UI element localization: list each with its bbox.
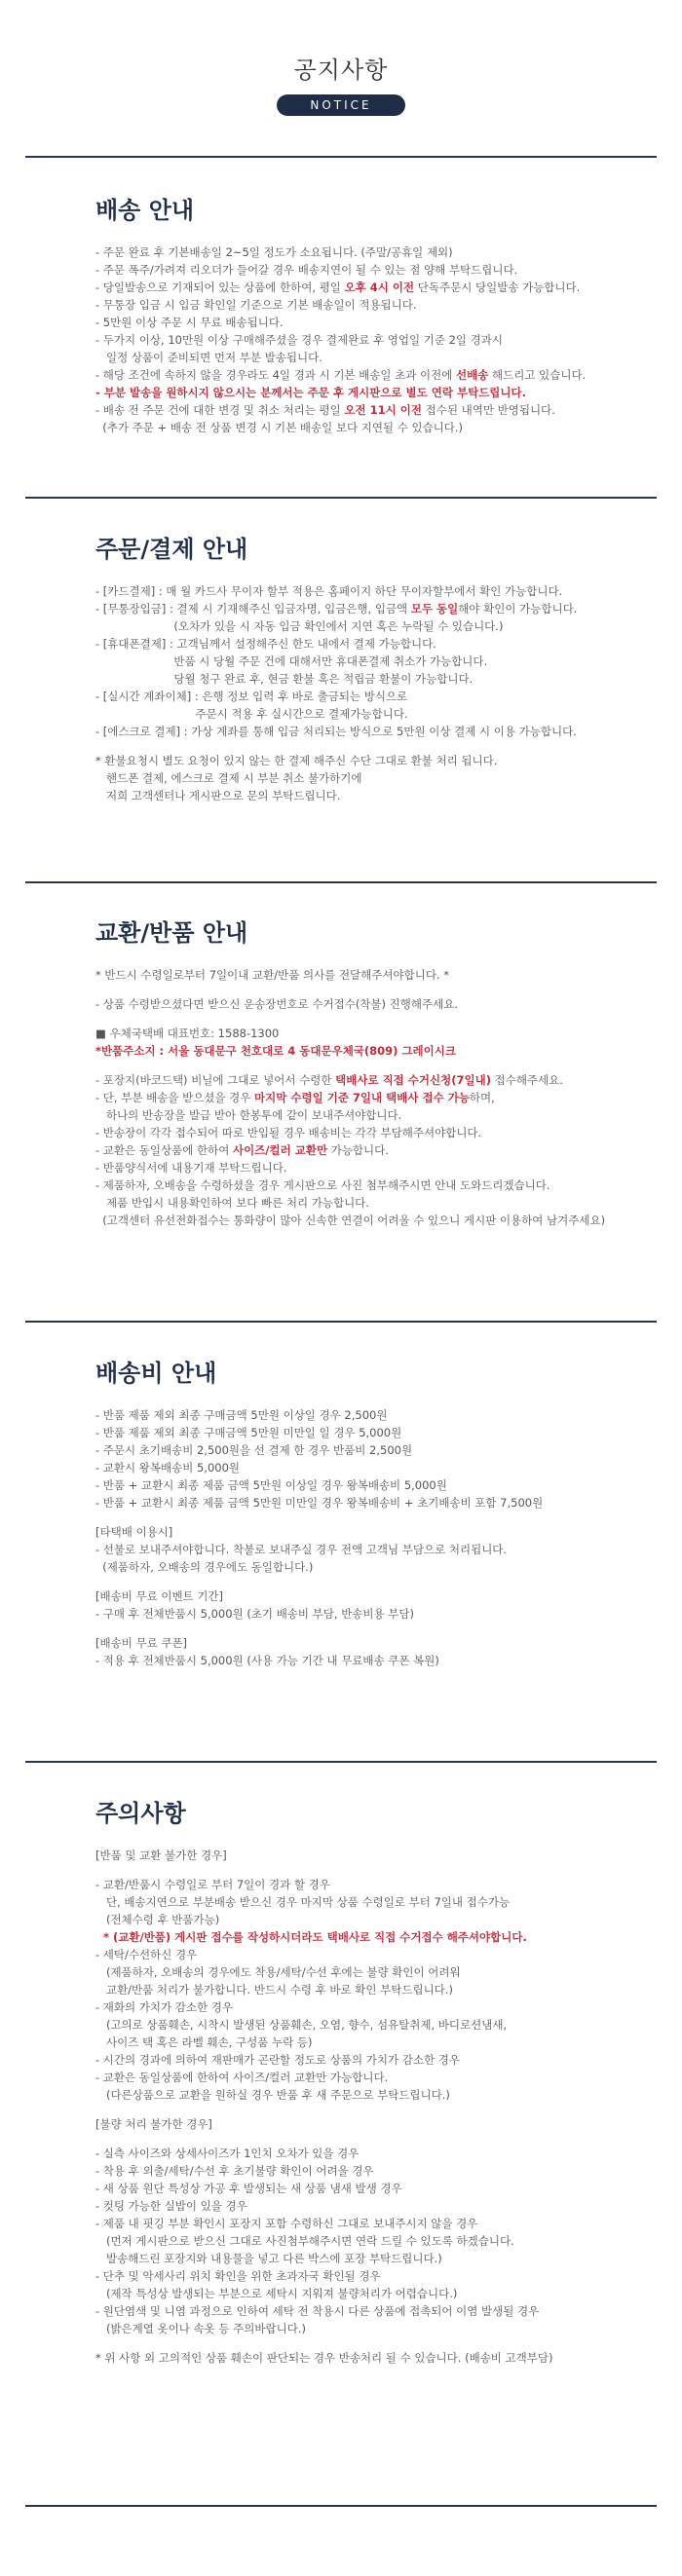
- body-line: [95, 995, 633, 1013]
- body-line: [95, 1089, 633, 1106]
- spacer: [95, 1576, 633, 1587]
- section-cautions: [25, 1798, 657, 2367]
- body-line: [95, 769, 633, 787]
- line-text: 접수된 내역만 반영됩니다.: [422, 403, 555, 417]
- body-line: [95, 2197, 633, 2215]
- notice-badge: NOTICE: [277, 94, 404, 116]
- line-text: - 두가지 이상, 10만원 이상 구매해주셨을 경우 결제완료 후 영업일 기준 2일 경과시: [95, 333, 503, 347]
- line-text: ■ 우체국택배 대표번호: 1588-1300: [95, 1027, 280, 1040]
- body-line: [95, 1194, 633, 1212]
- body-line: [95, 1998, 633, 2016]
- spacer: [95, 1512, 633, 1523]
- body-line: [95, 1025, 633, 1042]
- line-text: [배송비 무료 이벤트 기간]: [95, 1589, 224, 1603]
- body-line: [95, 1141, 633, 1159]
- line-text: - 반품 + 교환시 최종 제품 금액 5만원 미만일 경우 왕복배송비 + 초기배송비 포함 7,500원: [95, 1496, 544, 1510]
- line-text: (전체수령 후 반품가능): [95, 1913, 220, 1926]
- line-text: - 착용 후 외출/세탁/수선 후 초기불량 확인이 어려울 경우: [95, 2164, 374, 2178]
- body-line: [95, 1946, 633, 1963]
- line-text: (제품하자, 오배송의 경우에도 착용/세탁/수선 후에는 불량 확인이 어려워: [95, 1965, 461, 1979]
- highlight-text: 선배송: [456, 368, 489, 382]
- line-text: 하며,: [469, 1091, 495, 1104]
- body-line: [95, 1523, 633, 1541]
- line-text: (고의로 상품훼손, 시착시 발생된 상품훼손, 오염, 향수, 섬유탈취제, 바디로션냄새,: [95, 2018, 508, 2032]
- body-line: [95, 366, 633, 384]
- body-line: [95, 1042, 633, 1060]
- highlight-text: 오후 4시 이전: [344, 280, 415, 294]
- page-title: 공지사항: [293, 56, 389, 84]
- line-text: - 적용 후 전체반품시 5,000원 (사용 가능 기간 내 무료배송 쿠폰 복원): [95, 1654, 439, 1667]
- line-text: - 배송 전 주문 건에 대한 변경 및 취소 처리는 평일: [95, 403, 345, 417]
- section-divider: [25, 2505, 657, 2507]
- section-divider: [25, 1321, 657, 1323]
- line-text: - 5만원 이상 주문 시 무료 배송됩니다.: [95, 316, 284, 329]
- body-line: [95, 1605, 633, 1623]
- line-text: 하나의 반송장을 발급 받아 한봉투에 같이 보내주셔야합니다.: [95, 1108, 402, 1122]
- body-line: [95, 1476, 633, 1494]
- section-divider: [25, 156, 657, 158]
- line-text: 교환/반품 처리가 불가합니다. 반드시 수령 후 바로 확인 부탁드립니다.): [95, 1983, 453, 1997]
- spacer: [95, 2337, 633, 2349]
- body-line: [95, 2349, 633, 2367]
- body-line: [95, 1911, 633, 1928]
- line-text: - 실측 사이즈와 상세사이즈가 1인치 오차가 있을 경우: [95, 2147, 360, 2160]
- body-line: [95, 653, 633, 670]
- section-order-payment: [25, 534, 657, 804]
- highlight-text: *반품주소지 : 서울 동대문구 천호대로 4 동대문우체국(809) 그레이시크: [95, 1044, 456, 1058]
- spacer: [95, 1060, 633, 1071]
- body-line: [95, 2215, 633, 2232]
- section-title: 배송 안내: [95, 197, 195, 224]
- body-line: [95, 966, 633, 984]
- body-line: [95, 1876, 633, 1893]
- section-title: 주문/결제 안내: [95, 536, 248, 563]
- line-text: (먼저 게시판으로 받으신 그대로 사진첨부해주시면 연락 드릴 수 있도록 하겠습니다.: [95, 2234, 514, 2248]
- body-line: [95, 635, 633, 653]
- line-text: [반품 및 교환 불가한 경우]: [95, 1848, 227, 1862]
- section-shipping-fee: [25, 1358, 657, 1669]
- body-line: [95, 243, 633, 261]
- body-line: [95, 752, 633, 769]
- body-line: [95, 261, 633, 279]
- line-text: 가능합니다.: [327, 1143, 389, 1157]
- section-title: 배송비 안내: [95, 1360, 217, 1387]
- body-line: [95, 1634, 633, 1652]
- section-body: [95, 582, 633, 804]
- line-text: - 반송장이 각각 접수되어 따로 반입될 경우 배송비는 각각 부담해주셔야합니다.: [95, 1126, 482, 1139]
- body-line: [95, 2145, 633, 2162]
- line-text: - 재화의 가치가 감소한 경우: [95, 2000, 233, 2014]
- line-text: [배송비 무료 쿠폰]: [95, 1636, 188, 1650]
- line-text: (추가 주문 + 배송 전 상품 변경 시 기본 배송일 보다 지연될 수 있습니다.): [95, 421, 464, 434]
- body-line: [95, 1212, 633, 1229]
- body-line: [95, 2180, 633, 2197]
- line-text: - 해당 조건에 속하지 않을 경우라도 4일 경과 시 기본 배송일 초과 이전에: [95, 368, 457, 382]
- body-line: [95, 1494, 633, 1512]
- line-text: - [휴대폰결제] : 고객님께서 설정해주신 한도 내에서 결제 가능합니다.: [95, 637, 436, 651]
- highlight-text: 사이즈/컬러 교환만: [232, 1143, 328, 1157]
- line-text: - 새 상품 원단 특성상 가공 후 발생되는 새 상품 냄새 발생 경우: [95, 2182, 402, 2195]
- line-text: - 주문시 초기배송비 2,500원을 선 결제 한 경우 반품비 2,500원: [95, 1443, 413, 1457]
- body-line: [95, 1587, 633, 1605]
- body-line: [95, 2232, 633, 2250]
- body-line: [95, 1893, 633, 1911]
- section-body: [95, 243, 633, 436]
- body-line: [95, 1558, 633, 1576]
- section-exchange-return: [25, 917, 657, 1229]
- line-text: - 선불로 보내주셔야합니다. 착불로 보내주실 경우 전액 고객님 부담으로 처리됩니다.: [95, 1543, 508, 1556]
- line-text: (제작 특성상 발생되는 부분으로 세탁시 지워져 불량처리가 어렵습니다.): [95, 2287, 458, 2300]
- body-line: [95, 2069, 633, 2086]
- section-divider: [25, 881, 657, 883]
- line-text: 반품 시 당월 주문 건에 대해서만 휴대폰결제 취소가 가능합니다.: [95, 654, 488, 668]
- line-text: 주문시 적용 후 실시간으로 결제가능합니다.: [95, 707, 408, 721]
- body-line: [95, 617, 633, 635]
- line-text: - 교환은 동일상품에 한하여: [95, 1143, 233, 1157]
- line-text: - 당일발송으로 기재되어 있는 상품에 한하여, 평일: [95, 280, 345, 294]
- body-line: [95, 582, 633, 600]
- body-line: [95, 1176, 633, 1194]
- body-line: [95, 2267, 633, 2285]
- body-line: [95, 2115, 633, 2133]
- body-line: [95, 2016, 633, 2034]
- section-body: [95, 1847, 633, 2367]
- body-line: [95, 2162, 633, 2180]
- line-text: - 반품 제품 제외 최종 구매금액 5만원 이상일 경우 2,500원: [95, 1408, 388, 1422]
- line-text: - [에스크로 결제] : 가상 계좌를 통해 입금 처리되는 방식으로 5만원 이상 결제 시 이용 가능합니다.: [95, 725, 577, 738]
- body-line: [95, 705, 633, 723]
- line-text: 해야 확인이 가능합니다.: [458, 602, 578, 616]
- body-line: [95, 1406, 633, 1424]
- body-line: [95, 1106, 633, 1124]
- line-text: [불량 처리 불가한 경우]: [95, 2117, 212, 2131]
- highlight-text: 오전 11시 이전: [344, 403, 422, 417]
- body-line: [95, 1459, 633, 1476]
- line-text: - 무통장 입금 시 입금 확인일 기준으로 기본 배송일이 적용됩니다.: [95, 298, 417, 312]
- line-text: - [실시간 계좌이체] : 은행 정보 입력 후 바로 출금되는 방식으로: [95, 690, 408, 703]
- body-line: [95, 1424, 633, 1441]
- body-line: [95, 2250, 633, 2267]
- spacer: [95, 2133, 633, 2145]
- body-line: [95, 2086, 633, 2104]
- body-line: [95, 331, 633, 349]
- line-text: - 시간의 경과에 의하여 재판매가 곤란할 정도로 상품의 가치가 감소한 경우: [95, 2053, 460, 2067]
- body-line: [95, 1928, 633, 1946]
- line-text: 단, 배송지연으로 부분배송 받으신 경우 마지막 상품 수령일로 부터 7일내 접수가능: [95, 1895, 511, 1909]
- line-text: - 컷팅 가능한 실밥이 있을 경우: [95, 2199, 247, 2213]
- body-line: [95, 401, 633, 419]
- body-line: [95, 2034, 633, 2051]
- body-line: [95, 2302, 633, 2320]
- body-line: [95, 2285, 633, 2302]
- line-text: 제품 반입시 내용확인하여 보다 빠른 처리 가능합니다.: [95, 1196, 369, 1210]
- line-text: - 포장지(바코드택) 비닐에 그대로 넣어서 수령한: [95, 1073, 336, 1087]
- line-text: * 환불요청시 별도 요청이 있지 않는 한 결제 해주신 수단 그대로 환불 처리 됩니다.: [95, 754, 498, 767]
- spacer: [95, 2104, 633, 2115]
- line-text: - 제품 내 핏깅 부분 확인시 포장지 포함 수령하신 그대로 보내주시지 않을 경우: [95, 2217, 478, 2230]
- line-text: - 주문 폭주/가려져 리오더가 들어갈 경우 배송지연이 될 수 있는 점 양해 부탁드립니다.: [95, 263, 518, 277]
- body-line: [95, 1541, 633, 1558]
- section-divider: [25, 497, 657, 499]
- line-text: * 반드시 수령일로부터 7일이내 교환/반품 의사를 전달해주셔야합니다. *: [95, 968, 449, 982]
- line-text: 일정 상품이 준비되면 먼저 부분 발송됩니다.: [95, 351, 322, 364]
- line-text: - 교환시 왕복배송비 5,000원: [95, 1461, 241, 1475]
- line-text: - 원단염색 및 니염 과정으로 인하여 세탁 전 착용시 다른 상품에 접촉되어 이염 발생될 경우: [95, 2304, 540, 2318]
- body-line: [95, 670, 633, 688]
- line-text: - [카드결제] : 매 월 카드사 무이자 할부 적용은 홈페이지 하단 무이자할부에서 확인 가능합니다.: [95, 584, 563, 598]
- body-line: [95, 384, 633, 401]
- line-text: * 위 사항 외 고의적인 상품 훼손이 판단되는 경우 반송처리 될 수 있습니다. (배송비 고객부담): [95, 2351, 553, 2365]
- line-text: 단독주문시 당일발송 가능합니다.: [414, 280, 581, 294]
- line-text: 해드리고 있습니다.: [488, 368, 587, 382]
- body-line: [95, 1847, 633, 1864]
- line-text: - 반품 제품 제외 최종 구매금액 5만원 미만일 일 경우 5,000원: [95, 1426, 402, 1439]
- line-text: - 교환은 동일상품에 한하여 사이즈/컬러 교환만 가능합니다.: [95, 2071, 389, 2084]
- body-line: [95, 1981, 633, 1998]
- body-line: [95, 600, 633, 617]
- body-line: [95, 688, 633, 705]
- body-line: [95, 1159, 633, 1176]
- body-line: [95, 349, 633, 366]
- highlight-text: * (교환/반품) 게시판 접수를 작성하시더라도 택배사로 직접 수거접수 해주셔야합니다.: [95, 1930, 527, 1944]
- line-text: - 상품 수령받으셨다면 받으신 운송장번호로 수거접수(착불) 진행해주세요.: [95, 997, 458, 1011]
- line-text: 당월 청구 완료 후, 현금 환불 혹은 적립금 환불이 가능합니다.: [95, 672, 474, 686]
- highlight-text: 택배사로 직접 수거신청(7일내): [335, 1073, 491, 1087]
- highlight-text: 모두 동일: [410, 602, 459, 616]
- line-text: (다른상품으로 교환을 원하실 경우 반품 후 새 주문으로 부탁드립니다.): [95, 2088, 450, 2102]
- body-line: [95, 787, 633, 804]
- highlight-text: 마지막 수령일 기준 7일내 택배사 접수 가능: [254, 1091, 470, 1104]
- notice-header: [0, 0, 682, 156]
- section-divider: [25, 1761, 657, 1763]
- line-text: - 세탁/수선하신 경우: [95, 1948, 198, 1961]
- line-text: - [무통장입금] : 결제 시 기재해주신 입금자명, 입금은행, 입금액: [95, 602, 411, 616]
- body-line: [95, 1071, 633, 1089]
- spacer: [95, 1013, 633, 1025]
- line-text: 핸드폰 결제, 에스크로 결제 시 부분 취소 불가하기에: [95, 771, 362, 785]
- line-text: - 제품하자, 오배송을 수령하셨을 경우 게시판으로 사진 첨부해주시면 안내 도와드리겠습니다.: [95, 1178, 550, 1192]
- spacer: [95, 984, 633, 995]
- line-text: (밝은계열 옷이나 속옷 등 주의바랍니다.): [95, 2322, 306, 2335]
- section-body: [95, 966, 633, 1229]
- spacer: [95, 740, 633, 752]
- body-line: [95, 1124, 633, 1141]
- section-title: 교환/반품 안내: [95, 919, 248, 947]
- line-text: [타택배 이용시]: [95, 1525, 173, 1539]
- body-line: [95, 1652, 633, 1669]
- spacer: [95, 1623, 633, 1634]
- line-text: (제품하자, 오배송의 경우에도 동일합니다.): [95, 1560, 314, 1574]
- body-line: [95, 2320, 633, 2337]
- body-line: [95, 296, 633, 314]
- line-text: - 주문 완료 후 기본배송일 2~5일 정도가 소요됩니다. (주말/공휴일 제외): [95, 245, 453, 259]
- body-line: [95, 723, 633, 740]
- line-text: 접수해주세요.: [490, 1073, 563, 1087]
- section-body: [95, 1406, 633, 1669]
- body-line: [95, 1963, 633, 1981]
- line-text: - 교환/반품시 수령일로 부터 7일이 경과 할 경우: [95, 1878, 330, 1891]
- section-shipping: [25, 195, 657, 436]
- line-text: - 반품양식서에 내용기재 부탁드립니다.: [95, 1161, 287, 1175]
- line-text: - 반품 + 교환시 최종 제품 금액 5만원 이상일 경우 왕복배송비 5,000원: [95, 1478, 447, 1492]
- line-text: (오차가 있을 시 자동 입금 확인에서 지연 혹은 누락될 수 있습니다.): [95, 619, 504, 633]
- line-text: (고객센터 유선전화접수는 통화량이 많아 신속한 연결이 어려울 수 있으니 게시판 이용하여 남겨주세요): [95, 1213, 606, 1227]
- line-text: 저희 고객센터나 게시판으로 문의 부탁드립니다.: [95, 789, 341, 803]
- highlight-text: - 부분 발송을 원하시지 않으시는 분께서는 주문 후 게시판으로 별도 연락 부탁드립니다.: [95, 386, 526, 399]
- line-text: - 단, 부분 배송을 받으셨을 경우: [95, 1091, 255, 1104]
- line-text: - 구매 후 전체반품시 5,000원 (초기 배송비 부담, 반송비용 부담): [95, 1607, 414, 1621]
- body-line: [95, 419, 633, 436]
- body-line: [95, 279, 633, 296]
- line-text: 발송해드린 포장지와 내용물을 넣고 다른 박스에 포장 부탁드립니다.): [95, 2252, 442, 2265]
- section-title: 주의사항: [95, 1800, 186, 1827]
- spacer: [95, 1864, 633, 1876]
- line-text: - 단추 및 악세사리 위치 확인을 위한 초과자국 확인될 경우: [95, 2269, 381, 2283]
- body-line: [95, 314, 633, 331]
- body-line: [95, 1441, 633, 1459]
- body-line: [95, 2051, 633, 2069]
- line-text: 사이즈 택 혹은 라벨 훼손, 구성품 누락 등): [95, 2035, 313, 2049]
